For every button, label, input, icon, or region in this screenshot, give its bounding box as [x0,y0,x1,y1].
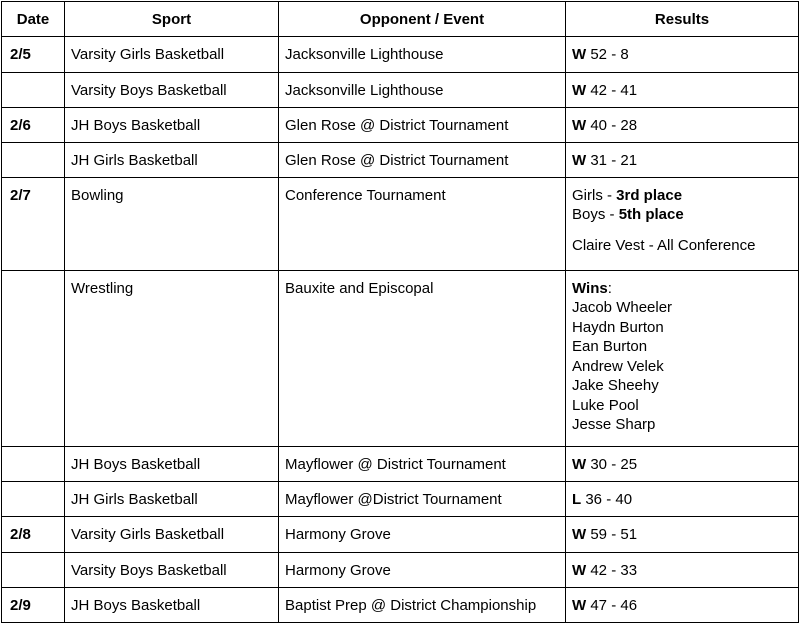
opponent-cell: Glen Rose @ District Tournament [279,143,566,178]
table-row [2,143,799,178]
date-cell: 2/7 [2,178,65,271]
opponent-cell: Harmony Grove [279,553,566,588]
list-item: Jesse Sharp [572,416,656,433]
list-item: Jake Sheehy [572,377,659,394]
table-row [2,73,799,108]
bowling-note: Claire Vest - All Conference [572,237,756,254]
list-item: Ean Burton [572,338,648,355]
opponent-cell: Harmony Grove [279,517,566,553]
list-item: Andrew Velek [572,357,664,375]
wins-heading [572,279,792,298]
results-table [1,1,799,623]
result-score: 42 - 41 [586,81,638,99]
list-item: Luke Pool [572,396,639,414]
result-label: W [572,116,587,134]
result-cell [566,143,799,178]
result-label: W [572,455,587,473]
result-score: 36 - 40 [581,490,633,508]
result-label: W [572,46,587,63]
sport-cell: JH Boys Basketball [65,588,279,623]
header-date: Date [2,2,65,37]
result-cell [566,37,799,73]
opponent-cell: Mayflower @District Tournament [279,482,566,517]
boys-place: 5th place [618,206,684,223]
opponent-cell: Glen Rose @ District Tournament [279,108,566,143]
date-cell: 2/8 [2,517,65,553]
wins-colon: : [607,280,612,297]
wins-list [572,298,792,435]
table-row [2,447,799,482]
opponent-cell: Conference Tournament [279,178,566,271]
result-score: 42 - 33 [586,561,638,579]
date-cell [2,553,65,588]
result-cell [566,178,799,271]
result-score: 47 - 46 [586,596,638,614]
girls-place: 3rd place [616,187,683,204]
result-label: W [572,596,587,614]
result-score: 31 - 21 [586,151,638,169]
table-row [2,271,799,447]
date-cell [2,143,65,178]
sport-cell: Varsity Boys Basketball [65,73,279,108]
result-cell [566,553,799,588]
date-cell [2,482,65,517]
bowling-girls-result [572,186,792,205]
opponent-cell: Baptist Prep @ District Championship [279,588,566,623]
sport-cell: JH Boys Basketball [65,447,279,482]
result-cell [566,271,799,447]
result-cell [566,108,799,143]
sport-cell: Varsity Boys Basketball [65,553,279,588]
list-item: Haydn Burton [572,318,664,336]
wins-label: Wins [572,280,608,297]
table-row [2,108,799,143]
sport-cell: JH Girls Basketball [65,143,279,178]
date-cell [2,447,65,482]
result-label: W [572,526,587,543]
header-row [2,2,799,37]
table-row [2,517,799,553]
result-cell [566,482,799,517]
result-cell [566,73,799,108]
opponent-cell: Jacksonville Lighthouse [279,73,566,108]
result-label: W [572,81,587,99]
list-item: Jacob Wheeler [572,299,673,316]
result-label: W [572,561,587,579]
result-score: 30 - 25 [586,455,638,473]
opponent-cell: Mayflower @ District Tournament [279,447,566,482]
table-row [2,553,799,588]
bowling-boys-result [572,205,792,224]
result-score: 59 - 51 [586,526,638,543]
header-results: Results [566,2,799,37]
opponent-cell: Jacksonville Lighthouse [279,37,566,73]
date-cell [2,271,65,447]
table-row [2,37,799,73]
result-cell [566,588,799,623]
result-label: L [572,490,582,508]
header-opponent: Opponent / Event [279,2,566,37]
opponent-cell: Bauxite and Episcopal [279,271,566,447]
sport-cell: Wrestling [65,271,279,447]
table-row [2,482,799,517]
table-row [2,588,799,623]
header-sport: Sport [65,2,279,37]
table-row [2,178,799,271]
sport-cell: JH Girls Basketball [65,482,279,517]
sport-cell: Varsity Girls Basketball [65,37,279,73]
date-cell [2,73,65,108]
girls-prefix: Girls - [572,187,617,204]
result-score: 52 - 8 [586,46,629,63]
boys-prefix: Boys - [572,206,619,223]
result-score: 40 - 28 [586,116,638,134]
result-cell [566,517,799,553]
sport-cell: Bowling [65,178,279,271]
sport-cell: JH Boys Basketball [65,108,279,143]
date-cell: 2/9 [2,588,65,623]
date-cell: 2/5 [2,37,65,73]
date-cell: 2/6 [2,108,65,143]
result-label: W [572,151,587,169]
result-cell [566,447,799,482]
sport-cell: Varsity Girls Basketball [65,517,279,553]
